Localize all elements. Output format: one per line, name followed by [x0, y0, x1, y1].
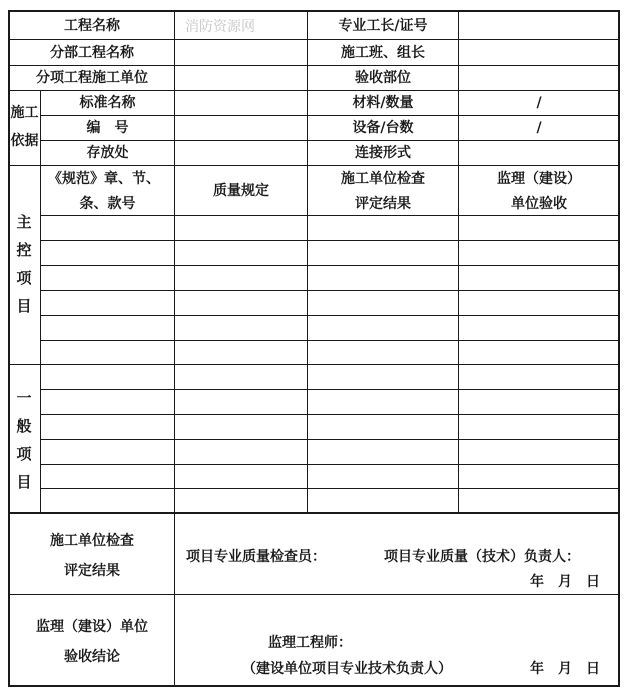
- check-header-line2: 评定结果: [355, 196, 411, 212]
- grid-line: [40, 414, 620, 415]
- connection-label: 连接形式: [355, 145, 411, 161]
- grid-line: [40, 389, 620, 390]
- supervise-header-line2: 单位验收: [511, 196, 567, 212]
- basis-label-2: 依据: [10, 133, 39, 149]
- grid-line: [174, 513, 175, 685]
- general-char: 项: [16, 445, 32, 463]
- supervise-conclusion-label-1: 监理（建设）单位: [36, 619, 148, 635]
- quality-header: 质量规定: [213, 182, 269, 199]
- grid-line: [8, 165, 620, 166]
- number-label: 编 号: [86, 120, 129, 136]
- supervise-date: 年 月 日: [530, 661, 600, 677]
- grid-line: [40, 290, 620, 291]
- grid-line: [458, 10, 459, 513]
- watermark: 消防资源网: [185, 18, 255, 35]
- grid-line: [174, 10, 175, 513]
- general-char: 一: [16, 389, 32, 407]
- standard-name-label: 标准名称: [79, 95, 136, 111]
- grid-line: [40, 265, 620, 266]
- sub-project-label: 分部工程名称: [50, 44, 134, 61]
- quality-tech-lead-label: 项目专业质量（技术）负责人：: [384, 549, 580, 565]
- main-control-char: 控: [16, 241, 32, 259]
- equipment-qty-value: /: [536, 120, 542, 136]
- equipment-qty-label: 设备/台数: [352, 120, 414, 136]
- check-header-line1: 施工单位检查: [341, 171, 425, 187]
- grid-line: [40, 215, 620, 216]
- check-result-label-1: 施工单位检查: [50, 533, 134, 549]
- grid-line: [8, 512, 620, 514]
- supervising-engineer-label: 监理工程师：: [268, 635, 352, 651]
- material-qty-value: /: [536, 95, 542, 111]
- owner-tech-lead-label: （建设单位项目专业技术负责人）: [242, 661, 452, 677]
- project-name-label: 工程名称: [64, 17, 120, 34]
- grid-line: [40, 315, 620, 316]
- check-result-label-2: 评定结果: [64, 563, 120, 579]
- acceptance-form: [8, 10, 620, 687]
- grid-line: [8, 364, 620, 365]
- basis-label-1: 施工: [10, 105, 39, 121]
- acceptance-part-label: 验收部位: [355, 70, 411, 86]
- grid-line: [40, 240, 620, 241]
- grid-line: [40, 439, 620, 440]
- border-bottom: [8, 685, 620, 687]
- sub-item-unit-label: 分项工程施工单位: [36, 70, 148, 86]
- grid-line: [40, 340, 620, 341]
- grid-line: [40, 464, 620, 465]
- check-date: 年 月 日: [530, 574, 600, 590]
- supervise-header-line1: 监理（建设）: [497, 171, 581, 187]
- team-leader-label: 施工班、组长: [341, 44, 425, 61]
- spec-header-line1: 《规范》章、节、: [48, 171, 160, 187]
- quality-inspector-label: 项目专业质量检查员：: [186, 549, 326, 565]
- spec-header-line2: 条、款号: [79, 196, 136, 212]
- general-char: 目: [16, 473, 32, 491]
- storage-label: 存放处: [86, 145, 129, 161]
- grid-line: [40, 488, 620, 489]
- general-char: 般: [16, 417, 32, 435]
- supervise-conclusion-label-2: 验收结论: [64, 649, 120, 665]
- material-qty-label: 材料/数量: [352, 95, 414, 111]
- foreman-label: 专业工长/证号: [338, 17, 428, 34]
- main-control-char: 目: [16, 297, 32, 315]
- main-control-char: 项: [16, 269, 32, 287]
- grid-line: [8, 594, 620, 595]
- main-control-char: 主: [16, 213, 32, 231]
